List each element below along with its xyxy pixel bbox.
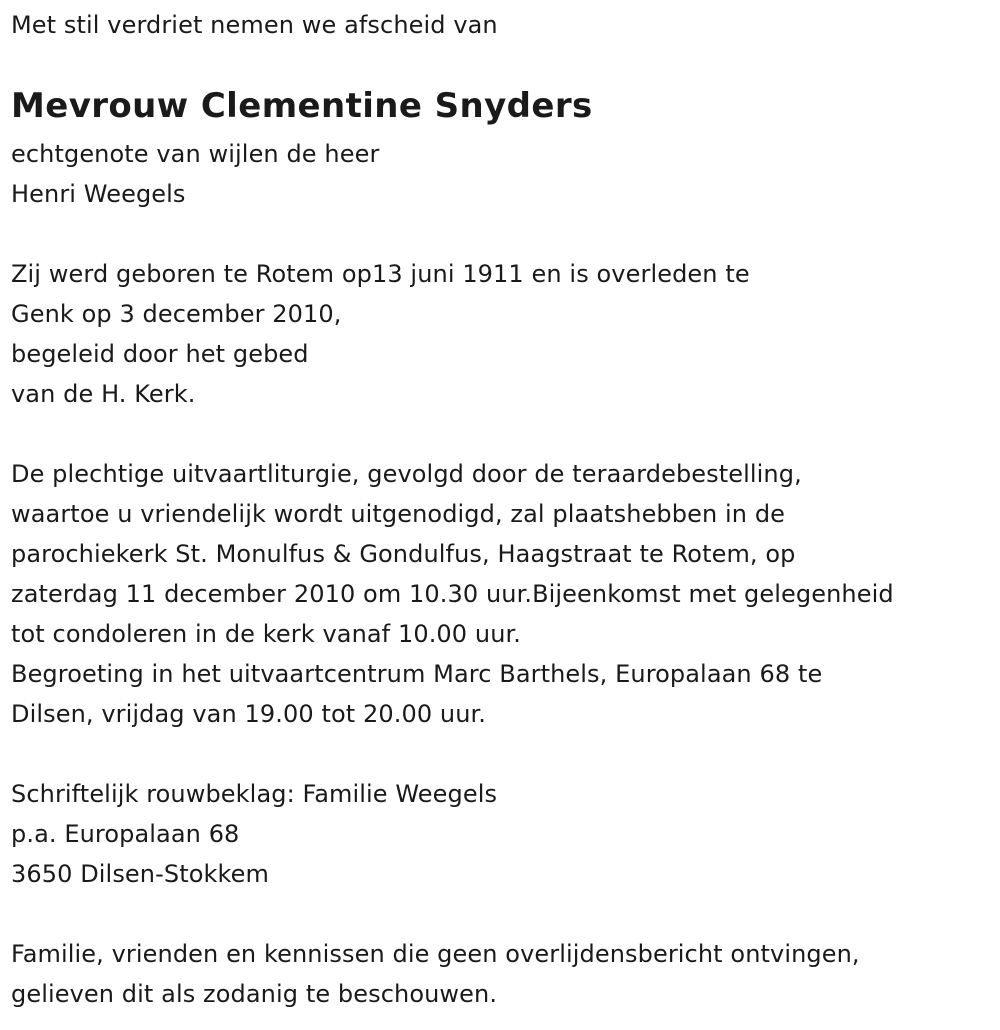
notice-line: Familie, vrienden en kennissen die geen overlijdensbericht ontvingen, — [11, 940, 860, 968]
deceased-name: Mevrouw Clementine Snyders — [11, 86, 593, 126]
funeral-line: Begroeting in het uitvaartcentrum Marc Barthels, Europalaan 68 te — [11, 660, 823, 688]
funeral-line: De plechtige uitvaartliturgie, gevolgd door de teraardebestelling, — [11, 460, 802, 488]
funeral-line: parochiekerk St. Monulfus & Gondulfus, Haagstraat te Rotem, op — [11, 540, 796, 568]
condolence-address-block — [11, 774, 497, 894]
address-line: p.a. Europalaan 68 — [11, 820, 240, 848]
spouse-block — [11, 134, 379, 214]
notice-block — [11, 934, 860, 1014]
funeral-line: waartoe u vriendelijk wordt uitgenodigd, zal plaatshebben in de — [11, 500, 786, 528]
birth-death-line: van de H. Kerk. — [11, 380, 196, 408]
birth-death-line: Genk op 3 december 2010, — [11, 300, 342, 328]
funeral-line: Dilsen, vrijdag van 19.00 tot 20.00 uur. — [11, 700, 487, 728]
spouse-line: echtgenote van wijlen de heer — [11, 140, 380, 168]
address-line: 3650 Dilsen-Stokkem — [11, 860, 269, 888]
birth-death-line: Zij werd geboren te Rotem op13 juni 1911 en is overleden te — [11, 260, 750, 288]
birth-death-line: begeleid door het gebed — [11, 340, 309, 368]
notice-line: gelieven dit als zodanig te beschouwen. — [11, 980, 498, 1008]
address-line: Schriftelijk rouwbeklag: Familie Weegels — [11, 780, 498, 808]
funeral-line: zaterdag 11 december 2010 om 10.30 uur.Bijeenkomst met gelegenheid — [11, 580, 894, 608]
funeral-line: tot condoleren in de kerk vanaf 10.00 uur. — [11, 620, 522, 648]
funeral-block — [11, 454, 894, 734]
birth-death-block — [11, 254, 750, 414]
spouse-line: Henri Weegels — [11, 180, 186, 208]
intro-text: Met stil verdriet nemen we afscheid van — [11, 11, 498, 39]
